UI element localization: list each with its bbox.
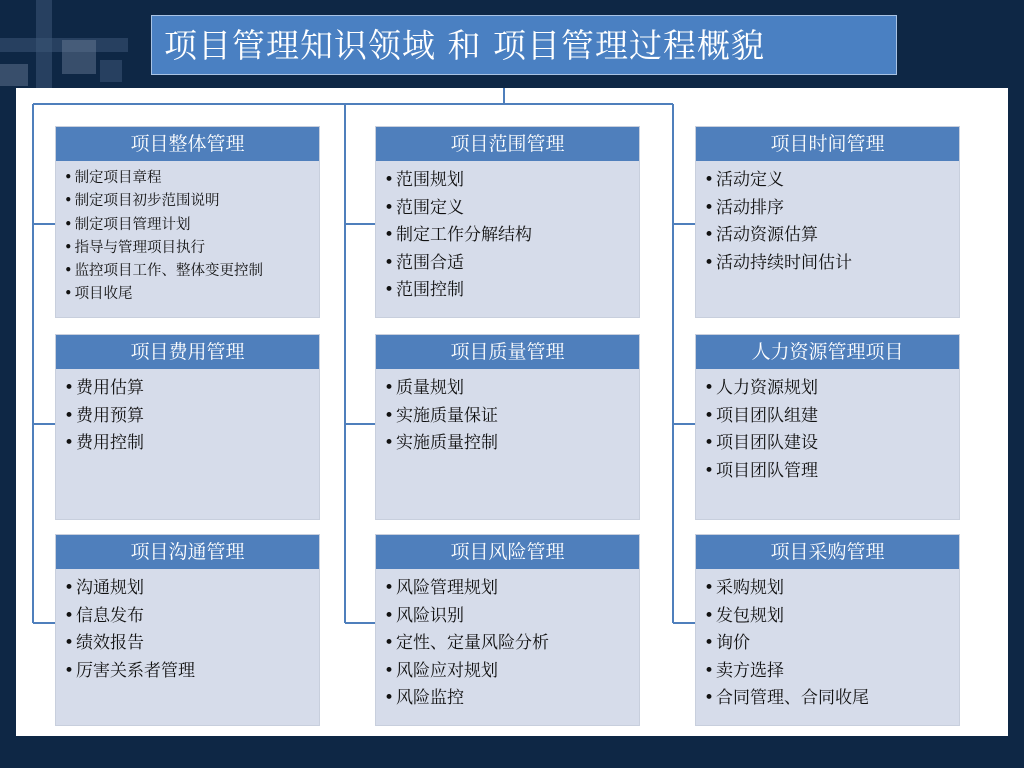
area-card-cost — [55, 334, 320, 520]
area-card-risk — [375, 534, 640, 726]
list-item: • 制定项目管理计划 — [64, 214, 313, 237]
list-item: • 发包规划 — [704, 603, 953, 631]
list-item: • 项目团队管理 — [704, 458, 953, 486]
area-card-scope — [375, 126, 640, 318]
area-card-quality — [375, 334, 640, 520]
list-item: • 风险管理规划 — [384, 575, 633, 603]
list-item: • 费用预算 — [64, 403, 313, 431]
list-item: • 信息发布 — [64, 603, 313, 631]
process-list — [376, 369, 639, 458]
list-item: • 人力资源规划 — [704, 375, 953, 403]
list-item: • 采购规划 — [704, 575, 953, 603]
list-item: • 范围合适 — [384, 250, 633, 278]
list-item: • 卖方选择 — [704, 658, 953, 686]
list-item: • 监控项目工作、整体变更控制 — [64, 260, 313, 283]
area-card-human-resource — [695, 334, 960, 520]
list-item: • 制定工作分解结构 — [384, 222, 633, 250]
area-title: 项目采购管理 — [696, 535, 959, 569]
decor-block — [62, 40, 96, 74]
list-item: • 活动排序 — [704, 195, 953, 223]
list-item: • 指导与管理项目执行 — [64, 237, 313, 260]
list-item: • 项目收尾 — [64, 283, 313, 306]
decor-block — [36, 0, 52, 90]
list-item: • 厉害关系者管理 — [64, 658, 313, 686]
list-item: • 制定项目章程 — [64, 167, 313, 190]
process-list — [696, 161, 959, 277]
list-item: • 实施质量控制 — [384, 430, 633, 458]
area-title: 项目费用管理 — [56, 335, 319, 369]
area-title: 项目风险管理 — [376, 535, 639, 569]
page-title: 项目管理知识领域 和 项目管理过程概貌 — [151, 15, 897, 75]
list-item: • 范围定义 — [384, 195, 633, 223]
list-item: • 合同管理、合同收尾 — [704, 685, 953, 713]
process-list — [56, 569, 319, 685]
list-item: • 费用控制 — [64, 430, 313, 458]
list-item: • 活动持续时间估计 — [704, 250, 953, 278]
area-card-integration — [55, 126, 320, 318]
area-card-time — [695, 126, 960, 318]
area-title: 项目整体管理 — [56, 127, 319, 161]
process-list — [376, 569, 639, 713]
list-item: • 实施质量保证 — [384, 403, 633, 431]
list-item: • 范围控制 — [384, 277, 633, 305]
process-list — [56, 161, 319, 307]
list-item: • 绩效报告 — [64, 630, 313, 658]
area-title: 项目时间管理 — [696, 127, 959, 161]
list-item: • 询价 — [704, 630, 953, 658]
process-list — [696, 569, 959, 713]
list-item: • 风险监控 — [384, 685, 633, 713]
area-card-communication — [55, 534, 320, 726]
list-item: • 范围规划 — [384, 167, 633, 195]
list-item: • 项目团队组建 — [704, 403, 953, 431]
list-item: • 项目团队建设 — [704, 430, 953, 458]
area-title: 项目沟通管理 — [56, 535, 319, 569]
area-title: 项目范围管理 — [376, 127, 639, 161]
list-item: • 定性、定量风险分析 — [384, 630, 633, 658]
list-item: • 风险识别 — [384, 603, 633, 631]
process-list — [56, 369, 319, 458]
decor-block — [100, 60, 122, 82]
list-item: • 活动资源估算 — [704, 222, 953, 250]
process-list — [696, 369, 959, 485]
area-title: 项目质量管理 — [376, 335, 639, 369]
area-title: 人力资源管理项目 — [696, 335, 959, 369]
area-card-procurement — [695, 534, 960, 726]
process-list — [376, 161, 639, 305]
decor-block — [0, 64, 28, 86]
list-item: • 质量规划 — [384, 375, 633, 403]
list-item: • 费用估算 — [64, 375, 313, 403]
list-item: • 沟通规划 — [64, 575, 313, 603]
list-item: • 制定项目初步范围说明 — [64, 190, 313, 213]
list-item: • 活动定义 — [704, 167, 953, 195]
list-item: • 风险应对规划 — [384, 658, 633, 686]
